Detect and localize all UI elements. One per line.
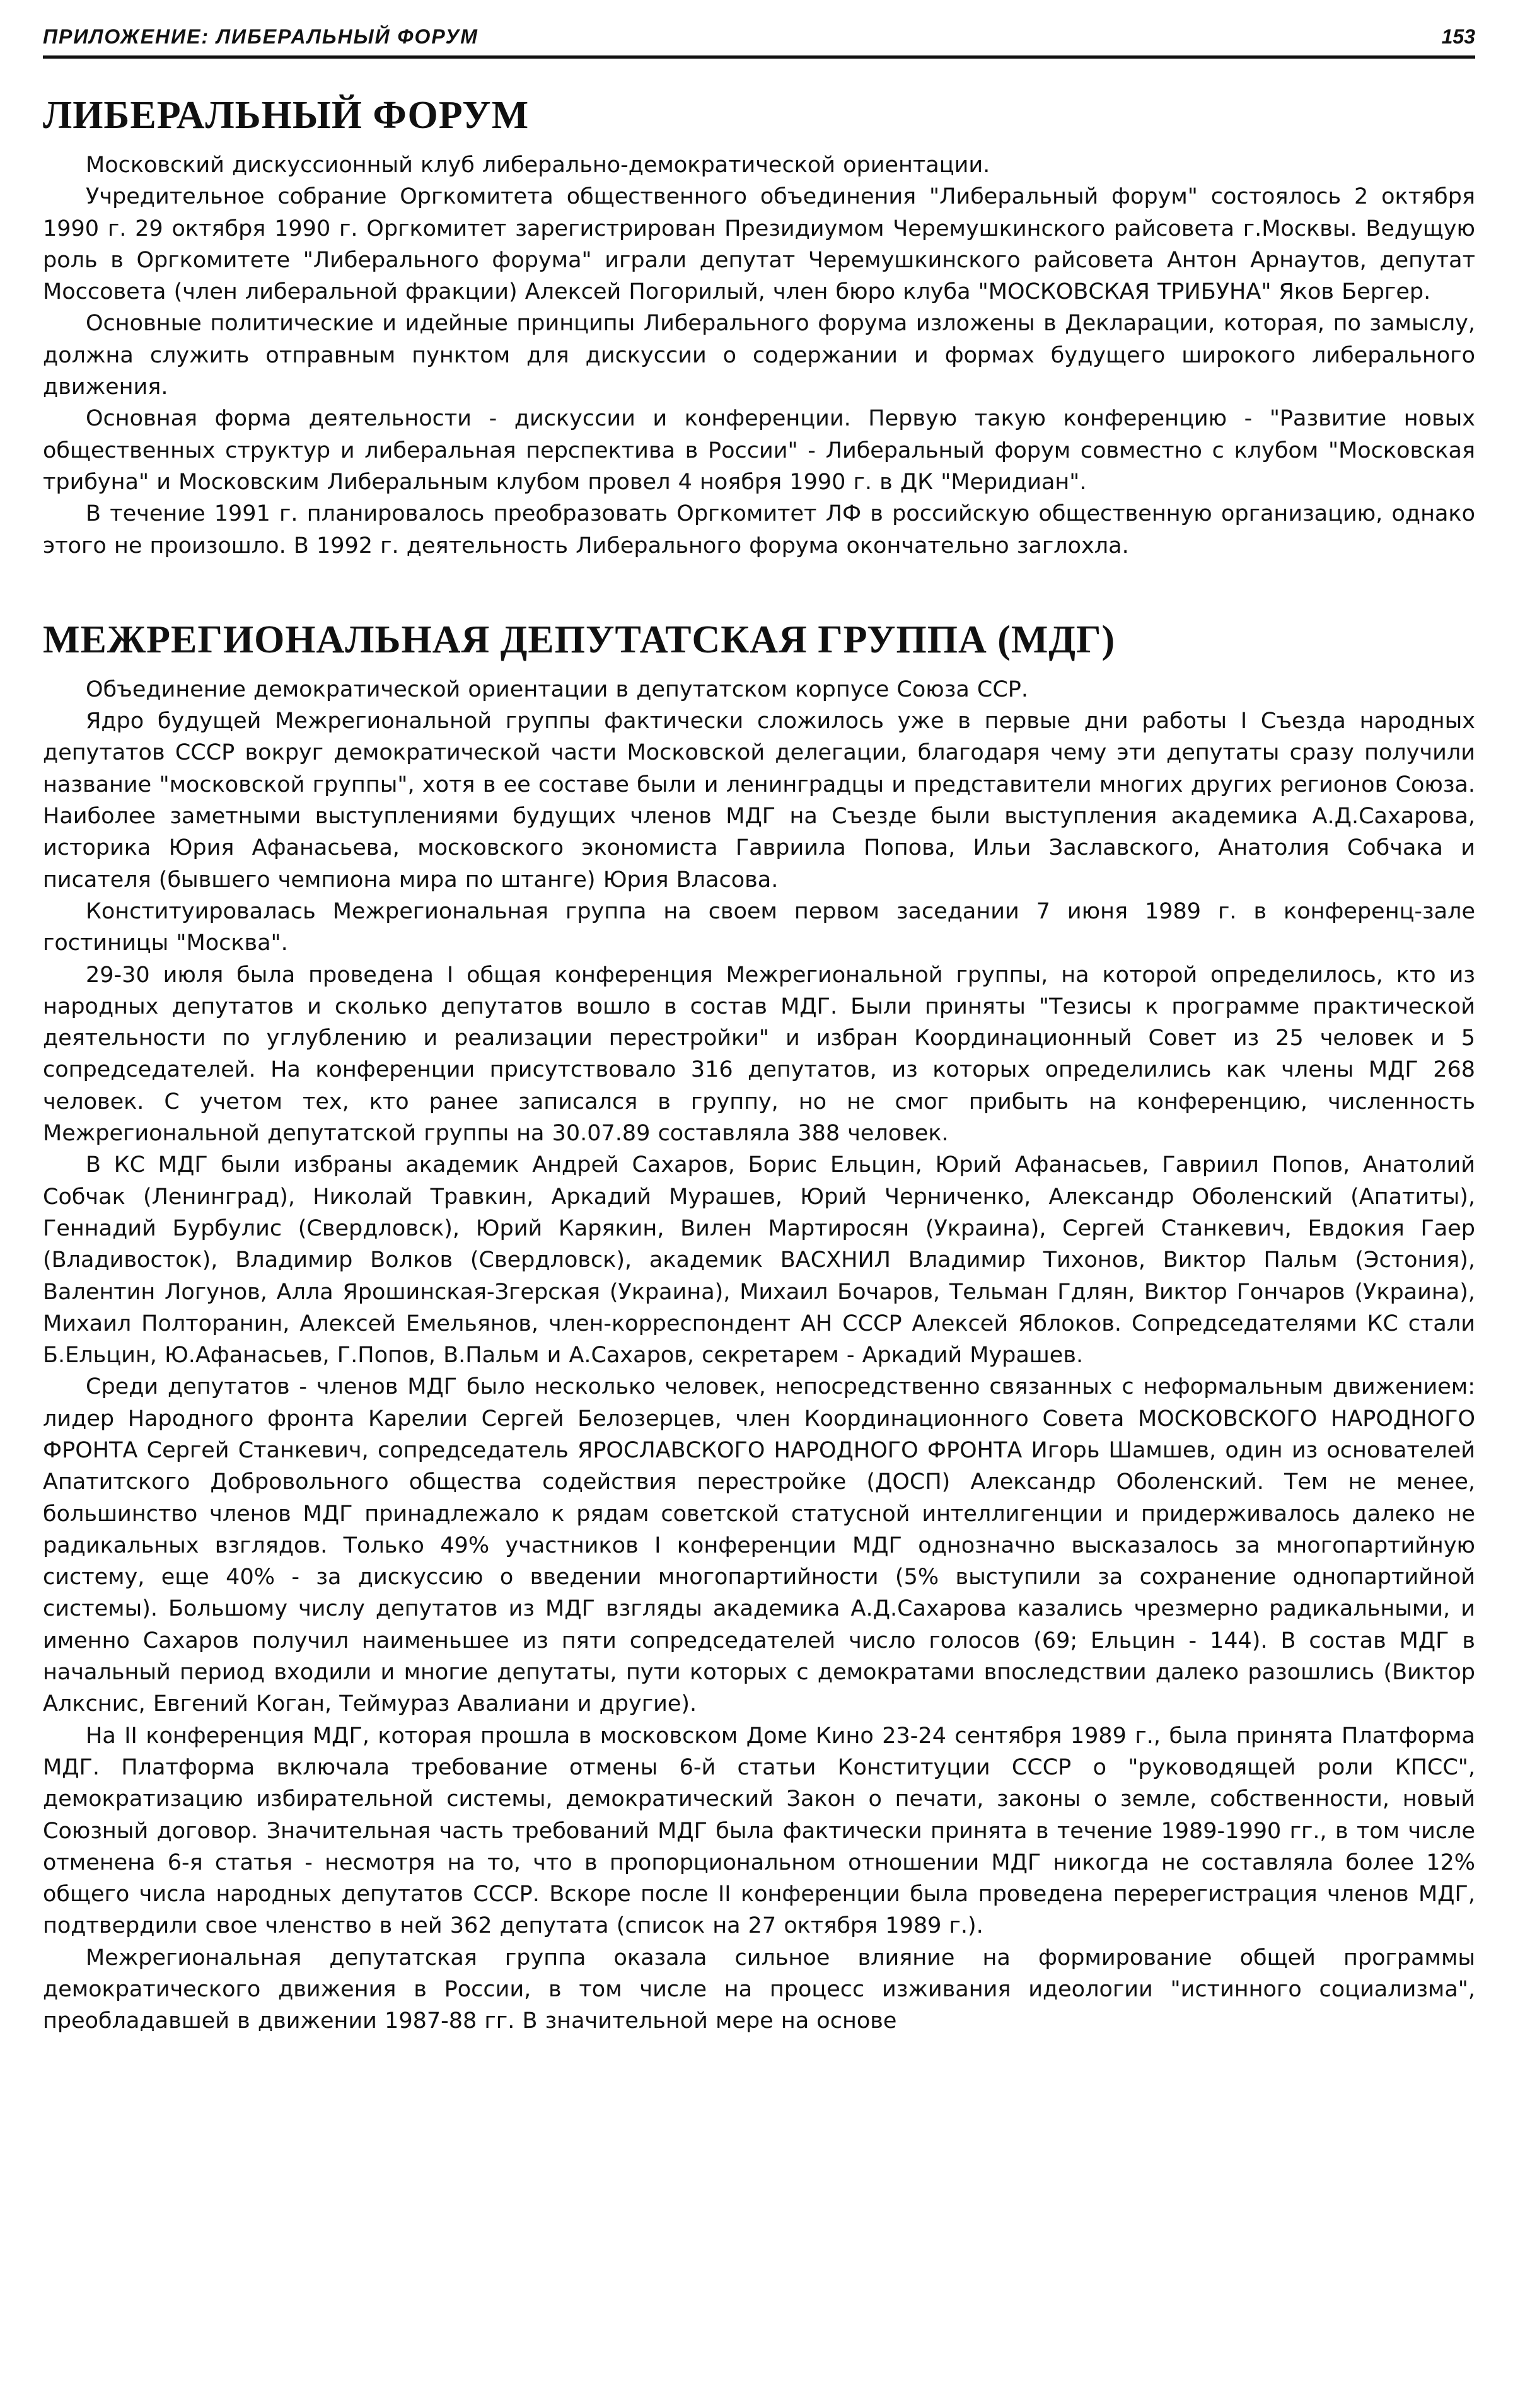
paragraph: 29-30 июля была проведена I общая конференция Межрегиональной группы, на которой определилось, кто из народных депутатов и сколько депутатов вошло в состав МДГ. Были приняты "Тезисы к программе практической деятельности по углублению и реализации перестройки" и избран Координационный Совет из 25 человек и 5 сопредседателей. На конференции присутствовало 316 депутатов, из которых определились как члены МДГ 268 человек. С учетом тех, кто ранее записался в группу, но не смог прибыть на конференцию, численность Межрегиональной депутатской группы на 30.07.89 составляла 388 человек. — [43, 962, 1475, 1147]
section-interregional-group — [43, 617, 1475, 2037]
paragraph: На II конференция МДГ, которая прошла в московском Доме Кино 23-24 сентября 1989 г., была принята Платформа МДГ. Платформа включала требование отмены 6-й статьи Конституции СССР о "руководящей роли КПСС", демократизацию избирательной системы, демократический Закон о печати, законы о земле, собственности, новый Союзный договор. Значительная часть требований МДГ была фактически принята в течение 1989-1990 гг., в том числе отменена 6-я статья - несмотря на то, что в пропорциональном отношении МДГ никогда не составляла более 12% общего числа народных депутатов СССР. Вскоре после II конференции была проведена перерегистрация членов МДГ, подтвердили свое членство в ней 362 депутата (список на 27 октября 1989 г.). — [43, 1723, 1475, 1939]
paragraph: В течение 1991 г. планировалось преобразовать Оргкомитет ЛФ в российскую общественную организацию, однако этого не произошло. В 1992 г. деятельность Либерального форума окончательно заглохла. — [43, 501, 1475, 559]
paragraph: Основная форма деятельности - дискуссии и конференции. Первую такую конференцию - "Развитие новых общественных структур и либеральная перспектива в России" - Либеральный форум совместно с клубом "Московская трибуна" и Московским Либеральным клубом провел 4 ноября 1990 г. в ДК "Меридиан". — [43, 406, 1475, 495]
section-title: МЕЖРЕГИОНАЛЬНАЯ ДЕПУТАТСКАЯ ГРУППА (МДГ) — [43, 618, 1116, 661]
page-number: 153 — [1441, 25, 1475, 48]
paragraph: Межрегиональная депутатская группа оказала сильное влияние на формирование общей программы демократического движения в России, в том числе на процесс изживания идеологии "истинного социализма", преобладавшей в движении 1987-88 гг. В значительной мере на основе — [43, 1945, 1475, 2034]
section-liberal-forum — [43, 93, 1475, 562]
paragraph: Учредительное собрание Оргкомитета общественного объединения "Либеральный форум" состоялось 2 октября 1990 г. 29 октября 1990 г. Оргкомитет зарегистрирован Президиумом Черемушкинского райсовета г.Москвы. Ведущую роль в Оргкомитете "Либерального форума" играли депутат Черемушкинского райсовета Антон Арнаутов, депутат Моссовета (член либеральной фракции) Алексей Погорилый, член бюро клуба "МОСКОВСКАЯ ТРИБУНА" Яков Бергер. — [43, 184, 1475, 305]
paragraph: В КС МДГ были избраны академик Андрей Сахаров, Борис Ельцин, Юрий Афанасьев, Гавриил Попов, Анатолий Собчак (Ленинград), Николай Травкин, Аркадий Мурашев, Юрий Черниченко, Александр Оболенский (Апатиты), Геннадий Бурбулис (Свердловск), Юрий Карякин, Вилен Мартиросян (Украина), Сергей Станкевич, Евдокия Гаер (Владивосток), Владимир Волков (Свердловск), академик ВАСХНИЛ Владимир Тихонов, Виктор Пальм (Эстония), Валентин Логунов, Алла Ярошинская-Згерская (Украина), Михаил Бочаров, Тельман Гдлян, Виктор Гончаров (Украина), Михаил Полторанин, Алексей Емельянов, член-корреспондент АН СССР Алексей Яблоков. Сопредседателями КС стали Б.Ельцин, Ю.Афанасьев, Г.Попов, В.Пальм и А.Сахаров, секретарем - Аркадий Мурашев. — [43, 1152, 1475, 1369]
paragraph: Объединение демократической ориентации в депутатском корпусе Союза ССР. — [86, 676, 1028, 702]
section-title: ЛИБЕРАЛЬНЫЙ ФОРУМ — [43, 94, 530, 137]
paragraph: Основные политические и идейные принципы Либерального форума изложены в Декларации, которая, по замыслу, должна служить отправным пунктом для дискуссии о содержании и формах будущего широкого либерального движения. — [43, 311, 1475, 400]
paragraph: Московский дискуссионный клуб либерально-демократической ориентации. — [86, 153, 990, 178]
document-page — [43, 25, 1475, 2395]
running-header — [43, 25, 1475, 59]
paragraph: Конституировалась Межрегиональная группа на своем первом заседании 7 июня 1989 г. в конференц-зале гостиницы "Москва". — [43, 898, 1475, 956]
paragraph: Ядро будущей Межрегиональной группы фактически сложилось уже в первые дни работы I Съезда народных депутатов СССР вокруг демократической части Московской делегации, благодаря чему эти депутаты сразу получили название "московской группы", хотя в ее составе были и ленинградцы и представители многих других регионов Союза. Наиболее заметными выступлениями будущих членов МДГ на Съезде были выступления академика А.Д.Сахарова, историка Юрия Афанасьева, московского экономиста Гавриила Попова, Ильи Заславского, Анатолия Собчака и писателя (бывшего чемпиона мира по штанге) Юрия Власова. — [43, 709, 1475, 893]
running-title: ПРИЛОЖЕНИЕ: ЛИБЕРАЛЬНЫЙ ФОРУМ — [43, 25, 478, 48]
paragraph: Среди депутатов - членов МДГ было несколько человек, непосредственно связанных с неформальным движением: лидер Народного фронта Карелии Сергей Белозерцев, член Координационного Совета МОСКОВСКОГО НАРОДНОГО ФРОНТА Сергей Станкевич, сопредседатель ЯРОСЛАВСКОГО НАРОДНОГО ФРОНТА Игорь Шамшев, один из основателей Апатитского Добровольного общества содействия перестройке (ДОСП) Александр Оболенский. Тем не менее, большинство членов МДГ принадлежало к рядам советской статусной интеллигенции и придерживалось далеко не радикальных взглядов. Только 49% участников I конференции МДГ однозначно высказалось за многопартийную систему, еще 40% - за дискуссию о введении многопартийности (5% выступили за сохранение однопартийной системы). Большому числу депутатов из МДГ взгляды академика А.Д.Сахарова казались чрезмерно радикальными, и именно Сахаров получил наименьшее из пяти сопредседателей число голосов (69; Ельцин - 144). В состав МДГ в начальный период входили и многие депутаты, пути которых с демократами впоследствии далеко разошлись (Виктор Алкснис, Евгений Коган, Теймураз Авалиани и другие). — [43, 1374, 1475, 1717]
